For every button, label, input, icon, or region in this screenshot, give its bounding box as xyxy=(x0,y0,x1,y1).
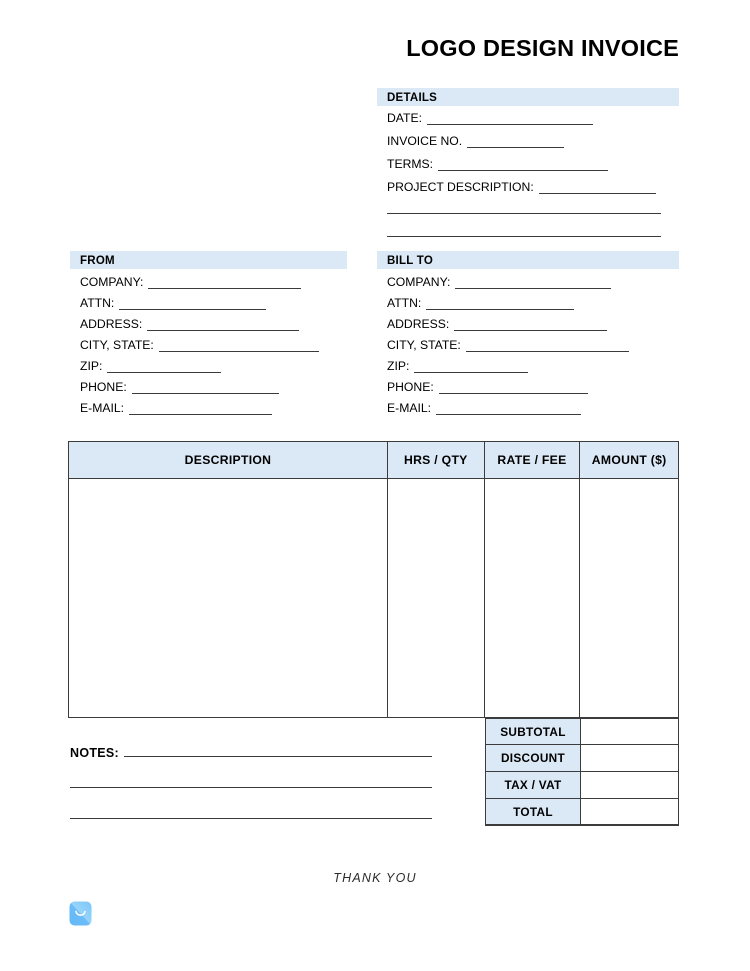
details-invoice-no-input[interactable] xyxy=(467,135,564,148)
from-field-company xyxy=(80,275,301,289)
from-field-phone xyxy=(80,380,279,394)
from-city-state-label: CITY, STATE: xyxy=(80,338,154,352)
line-items-rate-fee-cell[interactable] xyxy=(485,479,581,718)
bill-to-attn-input[interactable] xyxy=(426,297,574,310)
bill-to-attn-label: ATTN: xyxy=(387,296,422,310)
subtotal-value[interactable] xyxy=(581,718,679,745)
totals-row-discount xyxy=(485,745,679,772)
bill-to-field-attn xyxy=(387,296,574,310)
details-date-label: DATE: xyxy=(387,111,422,125)
bill-to-phone-input[interactable] xyxy=(439,381,588,394)
line-items-header-row xyxy=(69,442,678,479)
details-project-description-label: PROJECT DESCRIPTION: xyxy=(387,180,534,194)
from-field-city-state xyxy=(80,338,319,352)
column-header-amount: AMOUNT ($) xyxy=(591,453,667,467)
line-items-description-cell[interactable] xyxy=(69,479,388,718)
bill-to-email-input[interactable] xyxy=(436,402,581,415)
details-invoice-no-label: INVOICE NO. xyxy=(387,134,463,148)
details-field-invoice-no xyxy=(387,134,564,148)
from-phone-input[interactable] xyxy=(132,381,279,394)
bill-to-field-city-state xyxy=(387,338,629,352)
from-section-header xyxy=(70,251,347,269)
bill-to-field-email xyxy=(387,401,581,415)
from-zip-label: ZIP: xyxy=(80,359,103,373)
details-project-description-line-2[interactable] xyxy=(387,213,661,214)
notes-line-1[interactable] xyxy=(124,756,432,757)
tax-vat-value[interactable] xyxy=(581,772,679,799)
from-address-label: ADDRESS: xyxy=(80,317,143,331)
app-logo-icon xyxy=(69,901,92,926)
notes-line-2[interactable] xyxy=(70,787,432,788)
from-company-input[interactable] xyxy=(148,276,301,289)
tax-vat-label: TAX / VAT xyxy=(485,772,581,799)
from-field-zip xyxy=(80,359,221,373)
line-items-table xyxy=(68,441,679,718)
from-attn-label: ATTN: xyxy=(80,296,115,310)
line-items-body xyxy=(69,479,678,718)
details-field-project-description xyxy=(387,180,656,194)
from-field-attn xyxy=(80,296,266,310)
bill-to-field-address xyxy=(387,317,607,331)
thank-you-note: THANK YOU xyxy=(333,871,417,885)
details-date-input[interactable] xyxy=(427,112,593,125)
bill-to-company-input[interactable] xyxy=(455,276,611,289)
bill-to-company-label: COMPANY: xyxy=(387,275,451,289)
from-heading-label: FROM xyxy=(80,255,115,267)
discount-label: DISCOUNT xyxy=(485,745,581,772)
details-field-date xyxy=(387,111,593,125)
bill-to-field-company xyxy=(387,275,611,289)
from-email-input[interactable] xyxy=(129,402,272,415)
details-project-description-input[interactable] xyxy=(539,181,656,194)
discount-value[interactable] xyxy=(581,745,679,772)
details-field-terms xyxy=(387,157,608,171)
from-phone-label: PHONE: xyxy=(80,380,127,394)
bill-to-heading-label: BILL TO xyxy=(387,255,434,267)
totals-row-tax-vat xyxy=(485,772,679,799)
total-label: TOTAL xyxy=(485,799,581,826)
bill-to-address-input[interactable] xyxy=(454,318,607,331)
totals-block xyxy=(485,718,679,826)
notes-line-3[interactable] xyxy=(70,818,432,819)
bill-to-city-state-input[interactable] xyxy=(466,339,629,352)
from-address-input[interactable] xyxy=(147,318,299,331)
from-city-state-input[interactable] xyxy=(159,339,319,352)
from-company-label: COMPANY: xyxy=(80,275,144,289)
subtotal-label: SUBTOTAL xyxy=(485,718,581,745)
line-items-hrs-qty-cell[interactable] xyxy=(388,479,485,718)
column-header-description: DESCRIPTION xyxy=(69,442,388,478)
details-heading-label: DETAILS xyxy=(387,92,438,104)
bill-to-field-phone xyxy=(387,380,588,394)
from-attn-input[interactable] xyxy=(119,297,266,310)
totals-row-subtotal xyxy=(485,718,679,745)
bill-to-email-label: E-MAIL: xyxy=(387,401,432,415)
page-title: LOGO DESIGN INVOICE xyxy=(406,35,679,61)
details-terms-input[interactable] xyxy=(438,158,608,171)
column-header-rate-fee: RATE / FEE xyxy=(485,442,581,478)
totals-row-total xyxy=(485,799,679,826)
bill-to-city-state-label: CITY, STATE: xyxy=(387,338,461,352)
notes-label: NOTES: xyxy=(70,746,120,760)
details-terms-label: TERMS: xyxy=(387,157,434,171)
from-field-address xyxy=(80,317,299,331)
bill-to-zip-label: ZIP: xyxy=(387,359,410,373)
from-field-email xyxy=(80,401,272,415)
details-section-header xyxy=(377,88,679,106)
bill-to-address-label: ADDRESS: xyxy=(387,317,450,331)
details-project-description-line-3[interactable] xyxy=(387,236,661,237)
bill-to-zip-input[interactable] xyxy=(414,360,528,373)
from-email-label: E-MAIL: xyxy=(80,401,125,415)
total-value[interactable] xyxy=(581,799,679,826)
bill-to-phone-label: PHONE: xyxy=(387,380,434,394)
from-zip-input[interactable] xyxy=(107,360,221,373)
bill-to-field-zip xyxy=(387,359,528,373)
column-header-hrs-qty: HRS / QTY xyxy=(388,442,485,478)
bill-to-section-header xyxy=(377,251,679,269)
line-items-amount-cell[interactable] xyxy=(580,479,678,718)
